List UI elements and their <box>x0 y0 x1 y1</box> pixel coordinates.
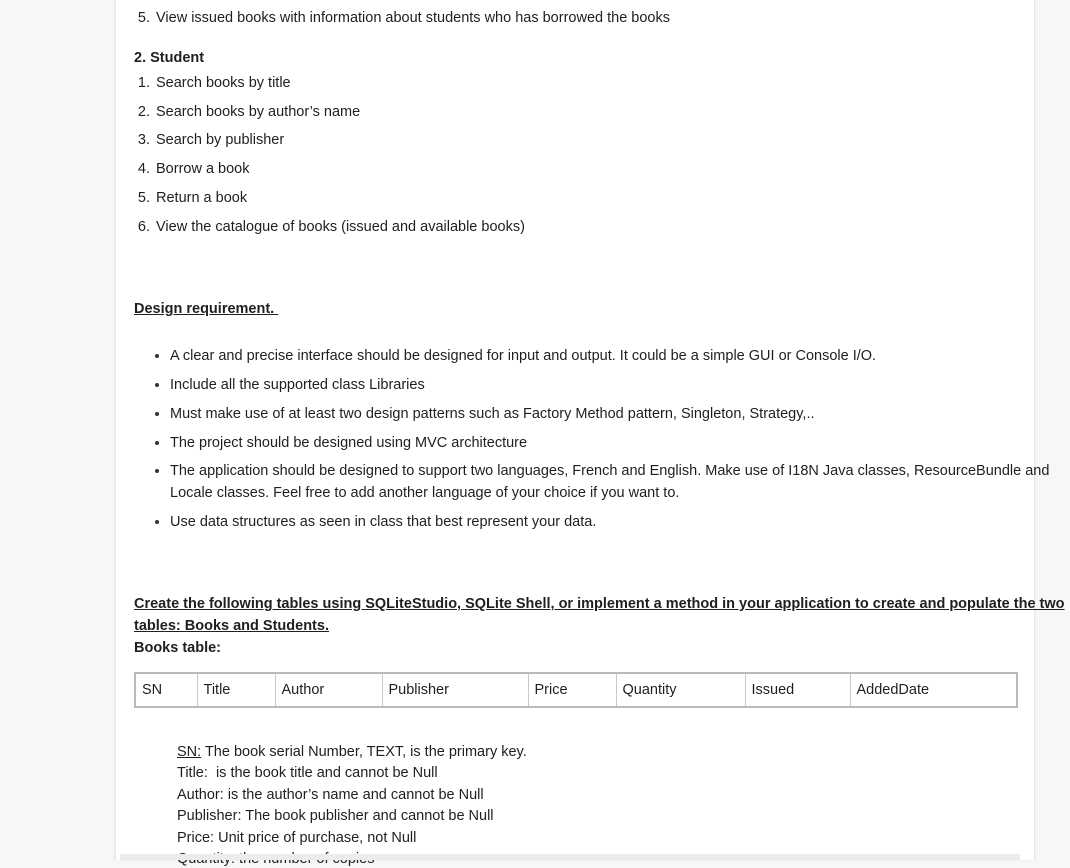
design-heading: Design requirement. <box>134 301 279 317</box>
table-header-cell: Price <box>528 673 616 707</box>
table-header-cell: Author <box>275 673 382 707</box>
bullet-icon <box>155 383 159 387</box>
bullet-icon <box>155 412 159 416</box>
table-header-cell: AddedDate <box>850 673 1017 707</box>
title-definition: Title: is the book title and cannot be Null <box>177 765 438 781</box>
tables-heading-line2: tables: Books and Students. <box>134 618 329 634</box>
list-item: 6. View the catalogue of books (issued and available books) <box>137 219 525 235</box>
bullet-icon <box>155 354 159 358</box>
list-item: 3. Search by publisher <box>137 132 285 148</box>
list-item: 5. View issued books with information about students who has borrowed the books <box>137 10 670 26</box>
document-page: 5. View issued books with information about students who has borrowed the books 2. Student 1. Search books by title 2. Search books by author’s name 3. Search by publisher 4. Borrow a book 5. Return a book 6. View the catalogue of books (issued and available books) Design requirement. A clear and precise interface should be designed for input and output. It could be a simple GUI or Console I/O. Include all the supported class Libraries Must make use of at least two design patterns such as Factory Method pattern, Singleton, Strategy,.. The project should be designed using MVC architecture The application should be designed to support two languages, French and English. Make use of I18N Java classes, ResourceBundle and Locale classes. Feel free to add another language of your choice if you want to. Use data structures as seen in class that best represent your data. Create the following tables using SQLiteStudio, SQLite Shell, or implement a method in your application to create and populate the two tables: Books and Students. Books table: SN Title Author Publisher Price Quantity Issued AddedDate SN: The book serial Number, TEXT, is the primary key. Title: is the book title and cannot be Null Author: is the author’s name and cannot be Null Publisher: The book publisher and cannot be Null Price: Unit price of purchase, not Null <box>115 0 1035 860</box>
table-header-cell: SN <box>135 673 197 707</box>
student-heading: 2. Student <box>134 50 205 66</box>
sn-definition: SN: The book serial Number, TEXT, is the primary key. <box>177 744 527 760</box>
author-definition: Author: is the author’s name and cannot be Null <box>177 787 484 803</box>
table-header-cell: Quantity <box>616 673 745 707</box>
tables-heading-line1: Create the following tables using SQLiteStudio, SQLite Shell, or implement a method in your application to create and populate the two <box>134 596 1065 612</box>
table-header-cell: Publisher <box>382 673 528 707</box>
books-table <box>134 672 1018 708</box>
table-header-cell: Title <box>197 673 275 707</box>
publisher-definition: Publisher: The book publisher and cannot be Null <box>177 808 494 824</box>
horizontal-scrollbar[interactable] <box>120 854 1020 860</box>
list-item: 1. Search books by title <box>137 75 291 91</box>
list-item: 2. Search books by author’s name <box>137 104 361 120</box>
list-item: 5. Return a book <box>137 190 248 206</box>
bullet-icon <box>155 441 159 445</box>
table-header-cell: Issued <box>745 673 850 707</box>
price-definition: Price: Unit price of purchase, not Null <box>177 830 417 846</box>
books-table-label: Books table: <box>134 640 222 656</box>
bullet-icon <box>155 520 159 524</box>
table-row <box>135 673 1017 707</box>
list-item: 4. Borrow a book <box>137 161 250 177</box>
bullet-icon <box>155 469 159 473</box>
